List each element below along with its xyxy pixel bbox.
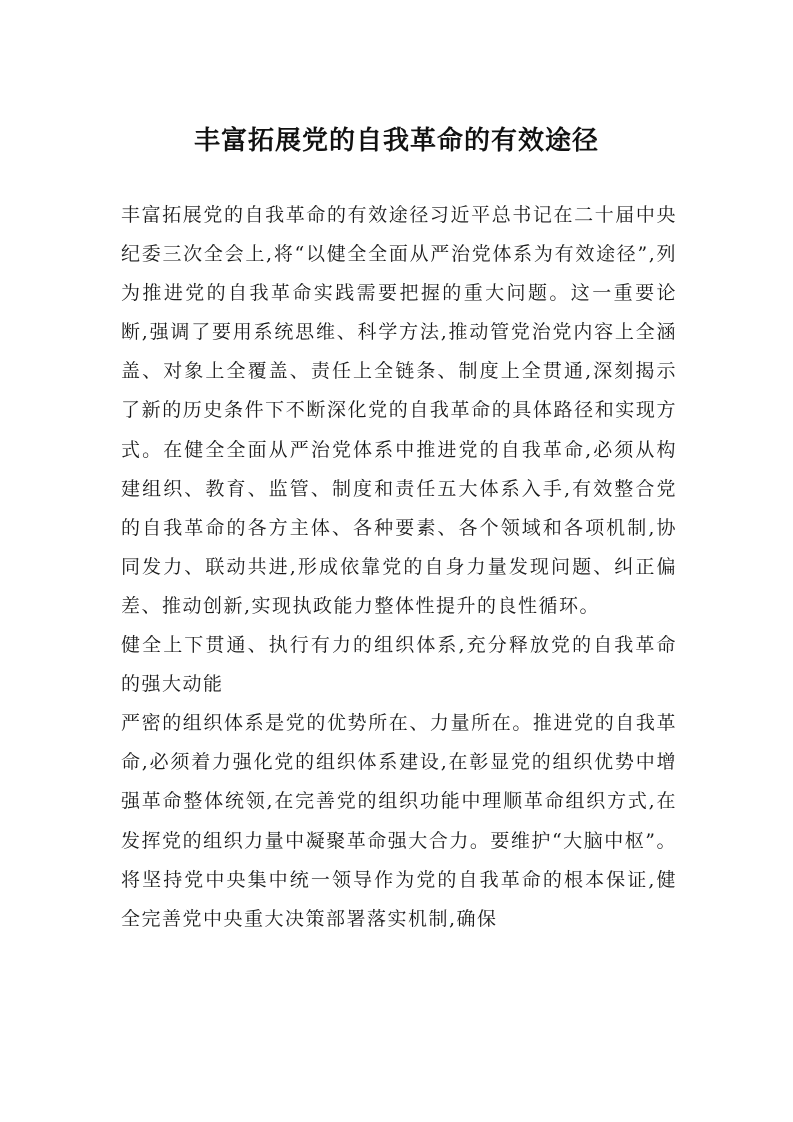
paragraph-section-heading: 健全上下贯通、执行有力的组织体系,充分释放党的自我革命的强大动能: [121, 634, 677, 696]
paragraph-intro: 丰富拓展党的自我革命的有效途径习近平总书记在二十届中央纪委三次全会上,将“以健全全面从严治党体系为有效途径”,列为推进党的自我革命实践需要把握的重大问题。这一重要论断,强调了要用系统思维、科学方法,推动管党治党内容上全涵盖、对象上全覆盖、责任上全链条、制度上全贯通,深刻揭示了新的历史条件下不断深化党的自我革命的具体路径和实现方式。在健全全面从严治党体系中推进党的自我革命,必须从构建组织、教育、监管、制度和责任五大体系入手,有效整合党的自我革命的各方主体、各种要素、各个领域和各项机制,协同发力、联动共进,形成依靠党的自身力量发现问题、纠正偏差、推动创新,实现执政能力整体性提升的良性循环。: [121, 204, 677, 617]
document-body: [121, 196, 677, 939]
paragraph-organization-system: 严密的组织体系是党的优势所在、力量所在。推进党的自我革命,必须着力强化党的组织体系建设,在彰显党的组织优势中增强革命整体统领,在完善党的组织功能中理顺革命组织方式,在发挥党的组织力量中凝聚革命强大合力。要维护“大脑中枢”。将坚持党中央集中统一领导作为党的自我革命的根本保证,健全完善党中央重大决策部署落实机制,确保: [121, 712, 677, 930]
document-title: 丰富拓展党的自我革命的有效途径: [193, 126, 599, 156]
